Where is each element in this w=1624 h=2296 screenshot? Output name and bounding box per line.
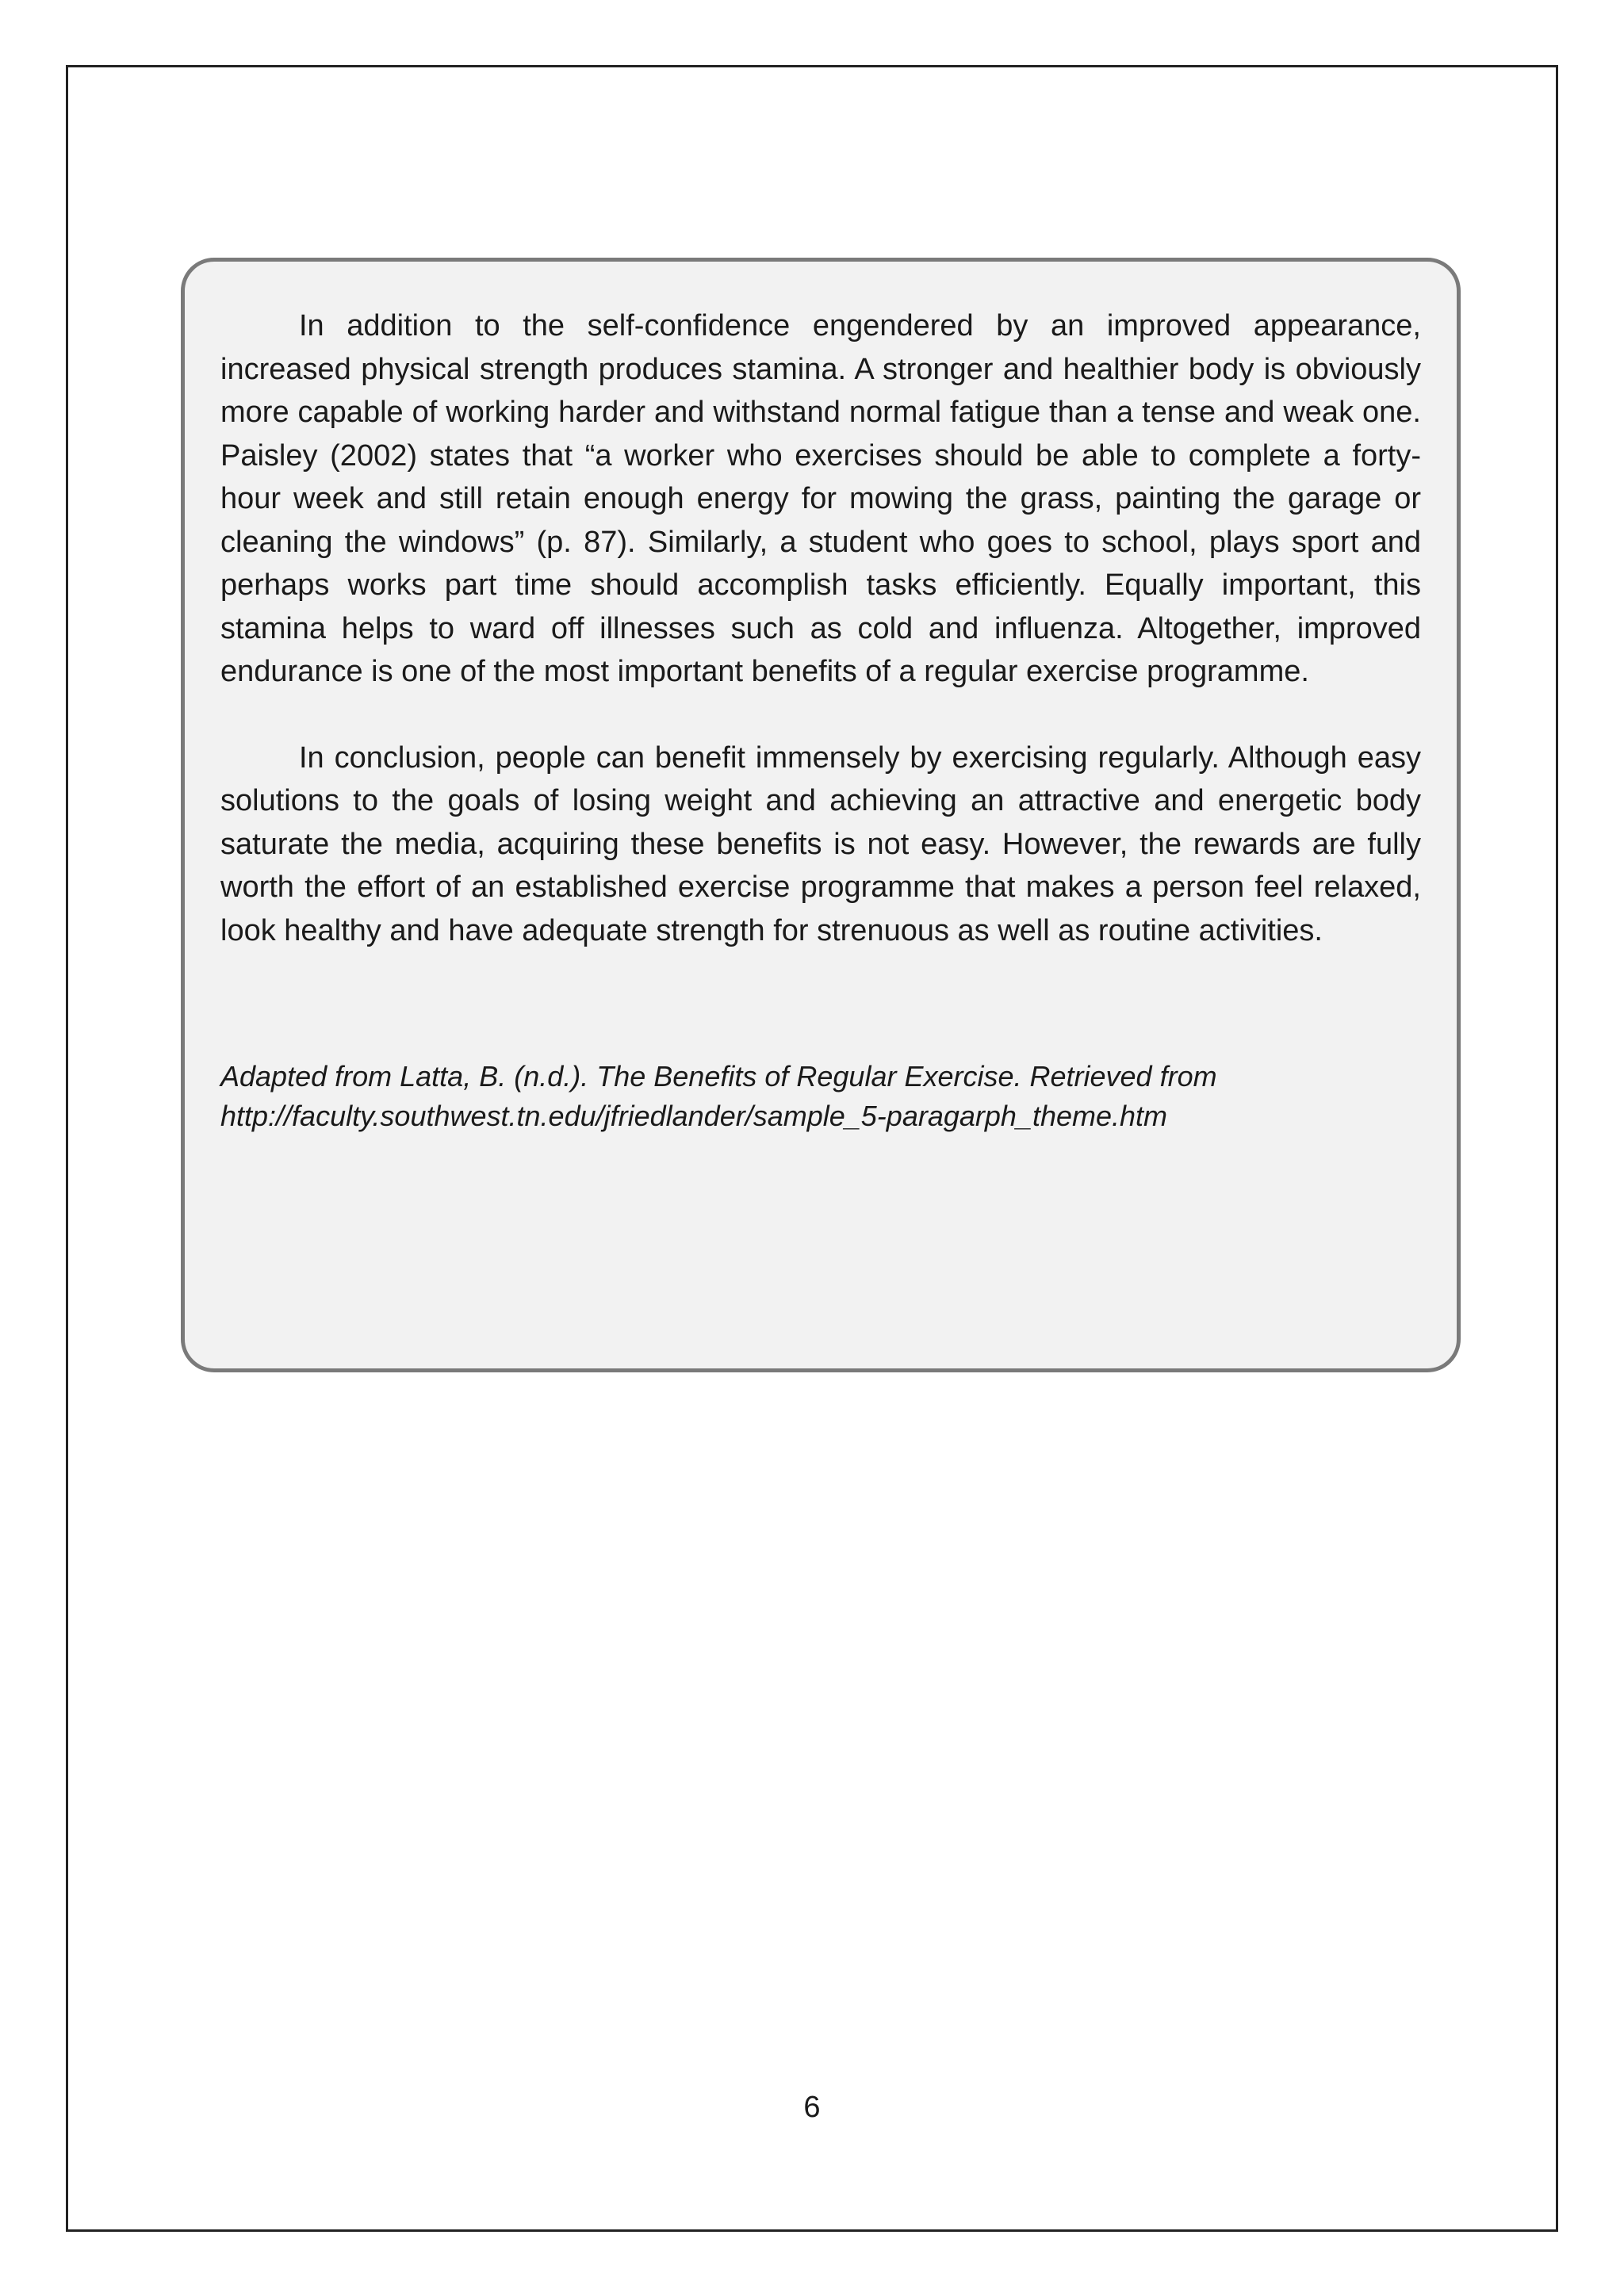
source-citation xyxy=(220,1057,1421,1136)
citation-url[interactable]: http://faculty.southwest.tn.edu/jfriedlander/sample_5-paragarph_theme.htm xyxy=(220,1100,1168,1132)
stamina-paragraph: In addition to the self-confidence engendered by an improved appearance, increased physical strength produces stamina. A stronger and healthier body is obviously more capable of working harder and withstand normal fatigue than a tense and weak one. Paisley (2002) states that “a worker who exercises should be able to complete a forty-hour week and still retain enough energy for mowing the grass, painting the garage or cleaning the windows” (p. 87). Similarly, a student who goes to school, plays sport and perhaps works part time should accomplish tasks efficiently. Equally important, this stamina helps to ward off illnesses such as cold and influenza. Altogether, improved endurance is one of the most important benefits of a regular exercise programme. xyxy=(220,309,1421,688)
conclusion-paragraph: In conclusion, people can benefit immensely by exercising regularly. Although easy solutions to the goals of losing weight and achieving an attractive and energetic body saturate the media, acquiring these benefits is not easy. However, the rewards are fully worth the effort of an established exercise programme that makes a person feel relaxed, look healthy and have adequate strength for strenuous as well as routine activities. xyxy=(220,740,1421,947)
citation-text: Adapted from Latta, B. (n.d.). The Benefits of Regular Exercise. Retrieved from xyxy=(220,1060,1217,1093)
excerpt-box xyxy=(181,258,1461,1372)
page-number: 6 xyxy=(803,2091,821,2124)
